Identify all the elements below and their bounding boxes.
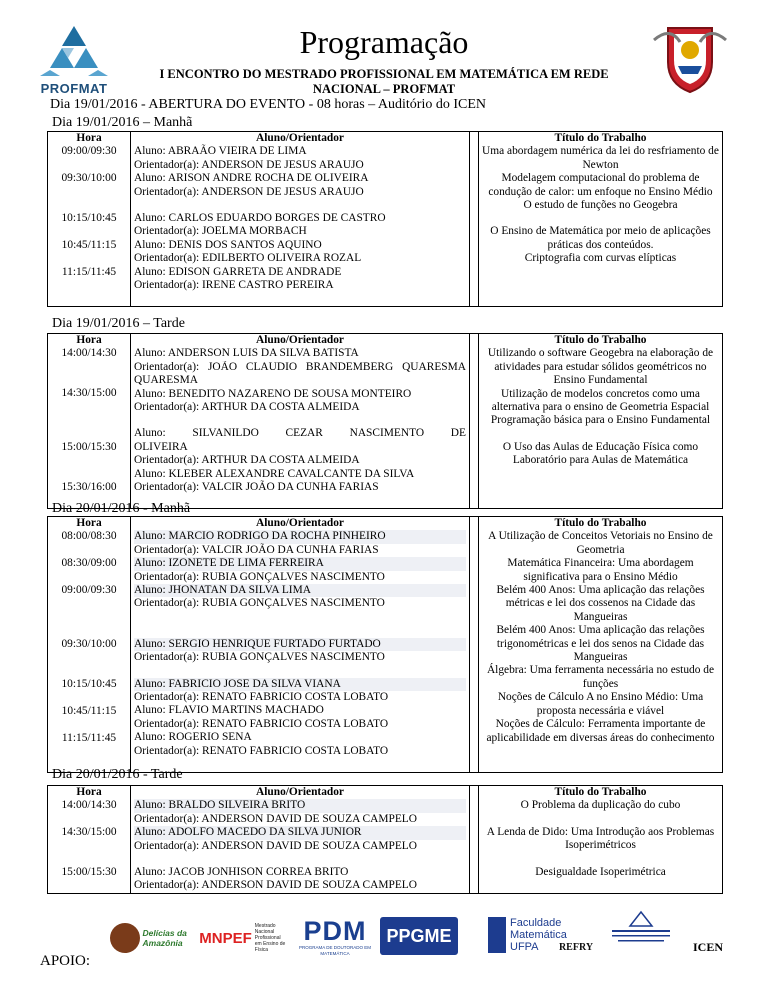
advisor-name: Orientador(a): RUBIA GONÇALVES NASCIMENTO	[134, 597, 385, 610]
schedule-table	[47, 785, 723, 894]
pdm-logo	[296, 915, 374, 959]
schedule-table	[47, 333, 723, 509]
student-name: Aluno: CARLOS EDUARDO BORGES DE CASTRO	[134, 212, 386, 225]
pdm-text: PDM	[303, 916, 367, 946]
section-title: Dia 19/01/2016 – Manhã	[52, 115, 193, 130]
talk-title: O estudo de funções no Geogebra	[523, 199, 678, 212]
advisor-name: Orientador(a): ANDERSON DAVID DE SOUZA CAMPELO	[134, 839, 417, 852]
student-name-cont: OLIVEIRA	[134, 440, 188, 453]
time-slot: 15:30/16:00	[61, 481, 117, 494]
time-slot: 10:15/10:45	[61, 678, 117, 691]
advisor-name: Orientador(a): ANDERSON DE JESUS ARAUJO	[134, 185, 364, 198]
student-cell	[131, 799, 470, 894]
advisor-name: Orientador(a): VALCIR JOÃO DA CUNHA FARIAS	[134, 543, 379, 556]
event-subtitle-line2: NACIONAL – PROFMAT	[312, 82, 456, 96]
talk-title: Desigualdade Isoperimétrica	[535, 865, 666, 878]
time-slot: 11:15/11:45	[61, 266, 117, 279]
advisor-name: Orientador(a): RUBIA GONÇALVES NASCIMENTO	[134, 570, 385, 583]
talk-title: Belém 400 Anos: Uma aplicação das relações métricas e lei dos cossenos na Cidade das Mangueiras	[496, 584, 705, 623]
col-header-aluno: Aluno/Orientador	[131, 786, 470, 800]
mnpef-subtext: Mestrado Nacional Profissional em Ensino de Física	[254, 923, 286, 953]
advisor-name: Orientador(a): RENATO FABRICIO COSTA LOBATO	[134, 717, 389, 730]
university-seal-logo	[600, 910, 682, 950]
faculdade-emblem-icon	[488, 917, 506, 953]
advisor-name: Orientador(a): ARTHUR DA COSTA ALMEIDA	[134, 454, 360, 467]
support-label: APOIO:	[40, 953, 91, 969]
time-slot: 15:00/15:30	[61, 441, 117, 454]
time-cell	[48, 530, 131, 773]
advisor-name: Orientador(a): RENATO FABRICIO COSTA LOBATO	[134, 744, 389, 757]
talk-title: A Lenda de Dido: Uma Introdução aos Problemas Isoperimétricos	[486, 825, 715, 852]
talk-title: Matemática Financeira: Uma abordagem significativa para o Ensino Médio	[507, 557, 694, 583]
student-name: Aluno: EDISON GARRETA DE ANDRADE	[134, 265, 342, 278]
delicias-text: Delícias da Amazônia	[142, 928, 187, 948]
time-slot: 10:15/10:45	[61, 212, 117, 225]
time-slot: 14:00/14:30	[61, 799, 117, 812]
time-slot: 10:45/11:15	[61, 239, 117, 252]
ppgme-text: PPGME	[386, 925, 452, 946]
talk-title: Belém 400 Anos: Uma aplicação das relações trigonométricas e lei dos senos na Cidade das Mangueiras	[496, 624, 705, 664]
title-cell	[479, 347, 723, 509]
table-row	[48, 347, 723, 509]
talk-title: Criptografia com curvas elípticas	[524, 252, 677, 265]
advisor-name: Orientador(a): ANDERSON DAVID DE SOUZA CAMPELO	[134, 812, 417, 825]
table-row	[48, 530, 723, 773]
advisor-name: Orientador(a): VALCIR JOÃO DA CUNHA FARIAS	[134, 481, 379, 494]
title-cell	[479, 530, 723, 773]
talk-title: O Ensino de Matemática por meio de aplicações práticas dos conteúdos.	[490, 225, 711, 251]
time-slot: 14:30/15:00	[61, 387, 117, 400]
col-header-aluno: Aluno/Orientador	[131, 334, 470, 348]
advisor-name: Orientador(a): ARTHUR DA COSTA ALMEIDA	[134, 401, 360, 414]
col-header-hora: Hora	[48, 517, 131, 531]
time-slot: 09:00/09:30	[61, 145, 117, 158]
advisor-name: Orientador(a): IRENE CASTRO PEREIRA	[134, 279, 334, 292]
time-slot: 08:00/08:30	[61, 530, 117, 543]
talk-title: Modelagem computacional do problema de condução de calor: um enfoque no Ensino Médio	[488, 172, 713, 198]
table-row	[48, 799, 723, 894]
student-name: Aluno: BRALDO SILVEIRA BRITO	[134, 799, 466, 812]
student-name: Aluno: ABRAÃO VIEIRA DE LIMA	[134, 145, 307, 158]
time-slot: 08:30/09:00	[61, 557, 117, 570]
title-cell	[479, 799, 723, 894]
ppgme-logo	[380, 917, 458, 955]
col-header-titulo: Título do Trabalho	[479, 786, 723, 800]
time-slot: 09:30/10:00	[61, 638, 117, 651]
icen-logo	[688, 940, 728, 954]
student-cell	[131, 530, 470, 773]
time-cell	[48, 347, 131, 509]
col-header-titulo: Título do Trabalho	[479, 334, 723, 348]
col-header-hora: Hora	[48, 132, 131, 146]
student-name: Aluno: FLAVIO MARTINS MACHADO	[134, 704, 324, 717]
time-slot: 15:00/15:30	[61, 866, 117, 879]
table-row	[48, 145, 723, 307]
pdm-subtext: PROGRAMA DE DOUTORADO EM MATEMÁTICA	[299, 945, 371, 956]
refry-logo	[556, 940, 596, 954]
time-slot: 14:30/15:00	[61, 826, 117, 839]
student-name: Aluno: ADOLFO MACEDO DA SILVA JUNIOR	[134, 826, 466, 839]
col-header-aluno: Aluno/Orientador	[131, 132, 470, 146]
col-header-aluno: Aluno/Orientador	[131, 517, 470, 531]
col-header-titulo: Título do Trabalho	[479, 517, 723, 531]
col-header-hora: Hora	[48, 786, 131, 800]
talk-title: O Problema da duplicação do cubo	[520, 799, 681, 812]
delicias-logo	[108, 917, 190, 959]
advisor-name: Orientador(a): RUBIA GONÇALVES NASCIMENTO	[134, 651, 385, 664]
col-header-titulo: Título do Trabalho	[479, 132, 723, 146]
mnpef-text: MNPEF	[199, 929, 252, 947]
time-slot: 09:30/10:00	[61, 172, 117, 185]
time-slot: 09:00/09:30	[61, 584, 117, 597]
schedule-table	[47, 516, 723, 773]
refry-text: REFRY	[558, 941, 594, 953]
time-cell	[48, 145, 131, 307]
talk-title: Utilizando o software Geogebra na elaboração de atividades para estudar sólidos geométricos no Ensino Fundamental	[487, 347, 714, 387]
event-subtitle	[150, 67, 618, 97]
advisor-name: Orientador(a): JOELMA MORBACH	[134, 225, 307, 238]
title-cell	[479, 145, 723, 307]
student-name: Aluno: ANDERSON LUIS DA SILVA BATISTA	[134, 347, 359, 360]
advisor-name: Orientador(a): RENATO FABRICIO COSTA LOBATO	[134, 691, 389, 704]
section-title: Dia 20/01/2016 - Tarde	[52, 767, 183, 782]
talk-title: Programação básica para o Ensino Fundamental	[490, 414, 711, 427]
advisor-name: Orientador(a): JOÃO CLAUDIO BRANDEMBERG QUARESMA	[134, 360, 466, 373]
talk-title: Uma abordagem numérica da lei do resfriamento de Newton	[482, 145, 719, 171]
schedule-table	[47, 131, 723, 307]
profmat-logo-text: PROFMAT	[40, 81, 108, 96]
talk-title: Álgebra: Uma ferramenta necessária no estudo de funções	[486, 664, 715, 690]
faculdade-text: Faculdade Matemática UFPA	[510, 917, 567, 953]
student-name: Aluno: KLEBER ALEXANDRE CAVALCANTE DA SILVA	[134, 467, 415, 480]
time-slot: 10:45/11:15	[61, 705, 117, 718]
student-name: Aluno: MARCIO RODRIGO DA ROCHA PINHEIRO	[134, 530, 466, 543]
time-slot: 11:15/11:45	[61, 732, 117, 745]
advisor-name: Orientador(a): ANDERSON DE JESUS ARAUJO	[134, 158, 364, 171]
section-title: Dia 19/01/2016 – Tarde	[52, 316, 185, 331]
talk-title: A Utilização de Conceitos Vetoriais no Ensino de Geometria	[488, 530, 713, 556]
advisor-name-cont: QUARESMA	[134, 374, 198, 387]
student-name: Aluno: SILVANILDO CEZAR NASCIMENTO DE	[134, 427, 466, 440]
mnpef-logo	[198, 924, 290, 952]
student-name: Aluno: IZONETE DE LIMA FERREIRA	[134, 557, 466, 570]
student-name: Aluno: ROGERIO SENA	[134, 731, 252, 744]
university-seal-icon	[600, 910, 682, 950]
student-name: Aluno: DENIS DOS SANTOS AQUINO	[134, 238, 322, 251]
student-name: Aluno: JACOB JONHISON CORREA BRITO	[134, 866, 349, 879]
section-title: Dia 20/01/2016 - Manhã	[52, 501, 191, 516]
col-header-hora: Hora	[48, 334, 131, 348]
talk-title: O Uso das Aulas de Educação Física como Laboratório para Aulas de Matemática	[502, 440, 699, 467]
time-slot: 14:00/14:30	[61, 347, 117, 360]
page-title: Programação	[299, 24, 469, 60]
event-subtitle-line1: I ENCONTRO DO MESTRADO PROFISSIONAL EM MATEMÁTICA EM REDE	[159, 67, 609, 81]
advisor-name: Orientador(a): ANDERSON DAVID DE SOUZA CAMPELO	[134, 879, 417, 892]
talk-title: Noções de Cálculo A no Ensino Médio: Uma proposta necessária e viável	[497, 691, 704, 717]
icen-text: ICEN	[692, 939, 723, 954]
student-name: Aluno: FABRICIO JOSE DA SILVA VIANA	[134, 678, 466, 691]
student-name: Aluno: BENEDITO NAZARENO DE SOUSA MONTEIRO	[134, 387, 412, 400]
advisor-name: Orientador(a): EDILBERTO OLIVEIRA ROZAL	[134, 252, 362, 265]
delicias-emblem-icon	[110, 923, 140, 953]
student-name: Aluno: SERGIO HENRIQUE FURTADO FURTADO	[134, 638, 466, 651]
time-cell	[48, 799, 131, 894]
opening-announcement: Dia 19/01/2016 - ABERTURA DO EVENTO - 08 horas – Auditório do ICEN	[50, 97, 486, 112]
student-name: Aluno: ARISON ANDRE ROCHA DE OLIVEIRA	[134, 172, 369, 185]
student-cell	[131, 145, 470, 307]
student-cell	[131, 347, 470, 509]
student-name: Aluno: JHONATAN DA SILVA LIMA	[134, 584, 466, 597]
talk-title: Utilização de modelos concretos como uma alternativa para o ensino de Geometria Espacial	[491, 387, 710, 414]
talk-title: Noções de Cálculo: Ferramenta importante de aplicabilidade em diversas áreas do conhecimento	[486, 718, 715, 744]
